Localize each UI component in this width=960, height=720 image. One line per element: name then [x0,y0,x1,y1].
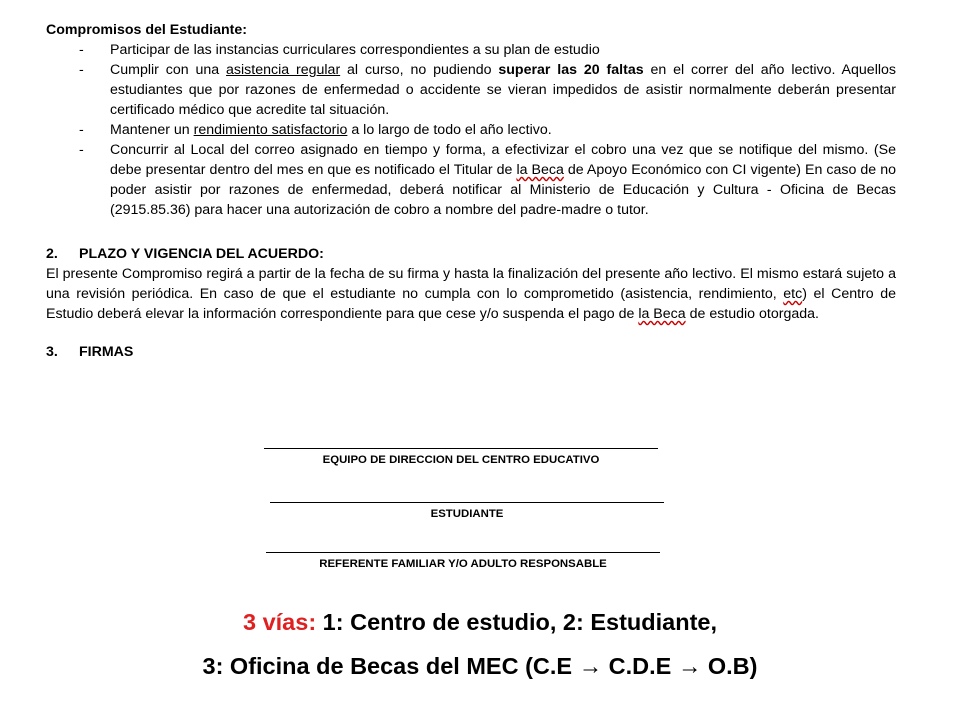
paragraph-text: de estudio otorgada. [685,306,819,322]
list-item [46,140,896,220]
compromisos-list [46,40,896,220]
list-dash: - [79,122,84,138]
firmas-heading [46,342,896,362]
item-text: a lo largo de todo el año lectivo. [347,122,552,138]
item-text: Participar de las instancias curriculares correspondientes a su plan de estudio [110,42,600,58]
signature-line [264,448,658,449]
item-text: Mantener un [110,122,194,138]
item-text: Cumplir con una [110,62,227,78]
item-text: de Apoyo Económico con CI vigente) En caso de no poder asistir por razones de enfermedad, deberá notificar al Ministerio de Educación y Cultura - Oficina de Becas (2915.85.36) para hacer una autorización de cobro a nombre del padre-madre o tutor. [110,162,897,218]
spellcheck-text: la Beca [638,306,686,322]
copies-text: 1: Centro de estudio, 2: Estudiante, [316,609,718,635]
list-item [46,120,896,140]
plazo-paragraph [46,264,896,324]
section-title: FIRMAS [79,344,134,360]
compromisos-title: Compromisos del Estudiante: [46,22,248,38]
document-page [46,20,896,362]
spellcheck-text: la Beca [516,162,564,178]
item-text: Concurrir al Local del correo asignado en tiempo y forma, a efectivizar el cobro una vez que se notifique del mismo. (Se debe presentar dentro del mes en que es notificado el Titular de [110,142,896,178]
signature-line [266,552,660,553]
section-number: 3. [46,344,58,360]
underlined-text: rendimiento satisfactorio [193,122,348,138]
signature-caption: REFERENTE FAMILIAR Y/O ADULTO RESPONSABLE [319,558,607,570]
copies-label: 3 vías: [242,609,317,635]
copies-line-2: 3: Oficina de Becas del MEC (C.E → C.D.E → O.B) [202,653,758,679]
signature-block-direccion [264,448,658,467]
signature-block-estudiante [270,502,664,521]
signature-caption: ESTUDIANTE [430,508,504,520]
list-dash: - [79,142,84,158]
copies-line-1 [0,600,960,644]
paragraph-text: ) el Centro de Estudio deberá elevar la información correspondiente para que cese y/o suspenda el pago de [46,286,896,322]
item-text: en el correr del año lectivo. Aquellos estudiantes que por razones de enfermedad o accidente se vieran impedidos de asistir normalmente deberán presentar certificado médico que acredite tal situación. [110,62,896,118]
signature-line [270,502,664,503]
copies-note [0,600,960,688]
plazo-heading [46,244,896,264]
spellcheck-text: etc [783,286,803,302]
list-item [46,60,896,120]
underlined-text: asistencia regular [226,62,341,78]
list-dash: - [79,42,84,58]
list-item [46,40,896,60]
signature-block-referente [266,552,660,571]
list-dash: - [79,62,84,78]
section-number: 2. [46,246,58,262]
item-text: al curso, no pudiendo [340,62,499,78]
paragraph-text: El presente Compromiso regirá a partir de la fecha de su firma y hasta la finalización del presente año lectivo. El mismo estará sujeto a una revisión periódica. En caso de que el estudiante no cumpla con lo comprometido (asistencia, rendimiento, [46,266,896,302]
section-title: PLAZO Y VIGENCIA DEL ACUERDO: [79,246,324,262]
signature-caption: EQUIPO DE DIRECCION DEL CENTRO EDUCATIVO [322,454,600,466]
bold-text: superar las 20 faltas [498,62,644,78]
